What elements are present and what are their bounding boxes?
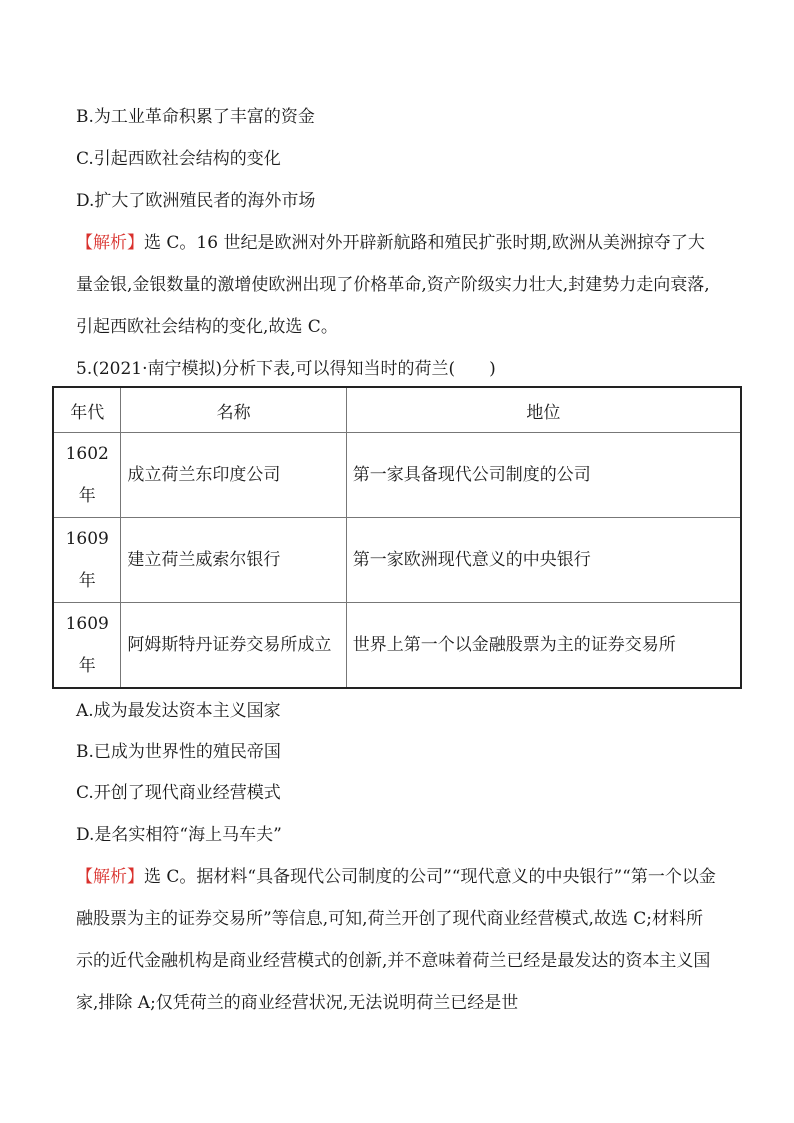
header-name: 名称 (121, 387, 346, 433)
header-year: 年代 (53, 387, 121, 433)
table-row (53, 603, 741, 689)
q5-question: 5.(2021·南宁模拟)分析下表,可以得知当时的荷兰( ) (76, 359, 496, 379)
q5-option-c: C.开创了现代商业经营模式 (76, 783, 281, 803)
q5-option-d: D.是名实相符“海上马车夫” (76, 825, 282, 845)
analysis-text: 选 C。据材料“具备现代公司制度的公司”“现代意义的中央银行”“第一个以金融股票为主的证券交易所”等信息,可知,荷兰开创了现代商业经营模式,故选 C;材料所示的近代金融机构是商业经营模式的创新,并不意味着荷兰已经是最发达的资本主义国家,排除 A;仅凭荷兰的商业经营状况,无法说明荷兰已经是世 (76, 867, 716, 1013)
cell-year: 1602 年 (53, 433, 121, 518)
q5-option-b: B.已成为世界性的殖民帝国 (76, 742, 281, 762)
analysis-tag: 【解析】 (76, 233, 144, 253)
cell-name: 阿姆斯特丹证券交易所成立 (121, 603, 346, 689)
table-row (53, 518, 741, 603)
cell-name: 建立荷兰威索尔银行 (121, 518, 346, 603)
q5-option-a: A.成为最发达资本主义国家 (76, 701, 281, 721)
q4-option-c: C.引起西欧社会结构的变化 (76, 149, 281, 169)
q5-table (52, 386, 742, 689)
header-status: 地位 (346, 387, 741, 433)
cell-status: 第一家欧洲现代意义的中央银行 (346, 518, 741, 603)
table-row (53, 433, 741, 518)
cell-year: 1609 年 (53, 603, 121, 689)
cell-name: 成立荷兰东印度公司 (121, 433, 346, 518)
cell-status: 第一家具备现代公司制度的公司 (346, 433, 741, 518)
q4-analysis (76, 222, 718, 348)
q4-option-b: B.为工业革命积累了丰富的资金 (76, 107, 315, 127)
cell-status: 世界上第一个以金融股票为主的证券交易所 (346, 603, 741, 689)
analysis-text: 选 C。16 世纪是欧洲对外开辟新航路和殖民扩张时期,欧洲从美洲掠夺了大量金银,金银数量的激增使欧洲出现了价格革命,资产阶级实力壮大,封建势力走向衰落,引起西欧社会结构的变化,故选 C。 (76, 233, 710, 337)
q4-option-d: D.扩大了欧洲殖民者的海外市场 (76, 191, 316, 211)
table-header-row (53, 387, 741, 433)
q5-analysis (76, 856, 718, 1024)
analysis-tag: 【解析】 (76, 867, 144, 887)
cell-year: 1609 年 (53, 518, 121, 603)
